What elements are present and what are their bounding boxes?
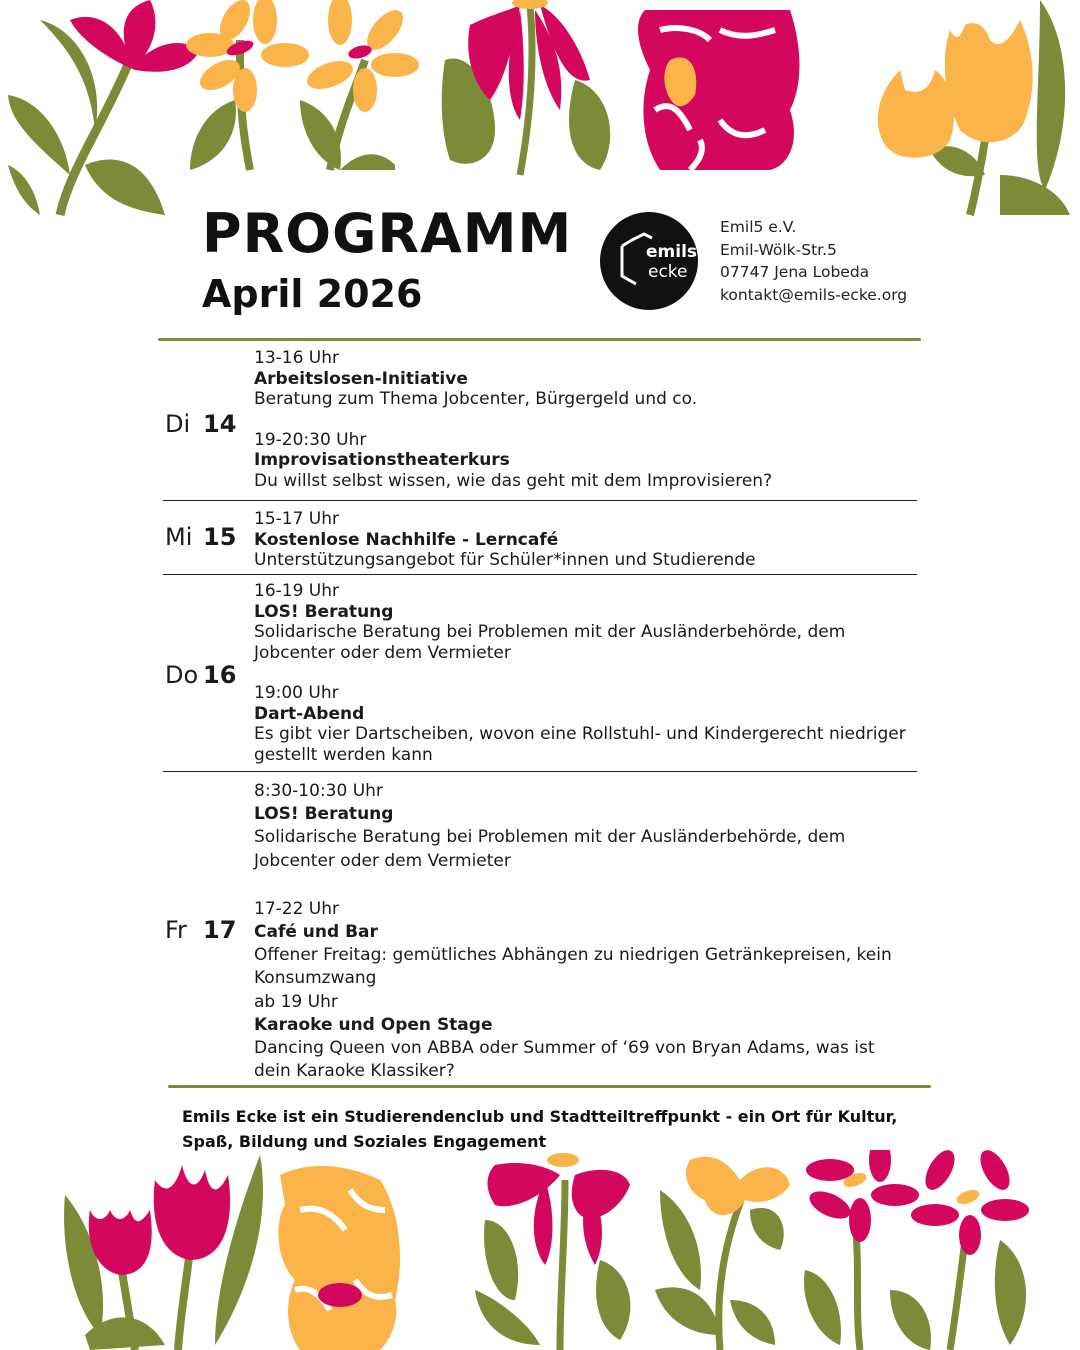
- magenta-daisy-icon: [804, 1150, 1029, 1350]
- magenta-tulip-icon: [64, 1155, 263, 1350]
- event-list: [254, 780, 914, 1083]
- magenta-abstract-flower-icon: [638, 10, 799, 170]
- event-item: [254, 509, 914, 571]
- page-subtitle: April 2026: [202, 272, 423, 316]
- event-description: Beratung zum Thema Jobcenter, Bürgergeld und co.: [254, 389, 698, 409]
- event-item: [254, 991, 914, 1084]
- event-description: Dancing Queen von ABBA oder Summer of ‘69 von Bryan Adams, was ist dein Karaoke Klassiker?: [254, 1038, 875, 1082]
- address-org: Emil5 e.V.: [720, 218, 797, 236]
- logo-text-emils: emils: [646, 242, 698, 262]
- day-label: [165, 916, 236, 944]
- orange-daisy-icon: [186, 0, 419, 170]
- day-label: [165, 523, 236, 551]
- orange-flower-icon: [655, 1157, 790, 1350]
- event-description: Solidarische Beratung bei Problemen mit der Ausländerbehörde, dem Jobcenter oder dem Vermieter: [254, 622, 846, 663]
- day-row-fr: [163, 771, 917, 1082]
- day-name: Do: [165, 661, 199, 689]
- footer-divider: [168, 1085, 931, 1088]
- event-item: [254, 348, 914, 410]
- orange-abstract-flower-icon: [278, 1166, 400, 1350]
- day-date: 15: [203, 523, 237, 551]
- day-date: 16: [203, 661, 237, 689]
- event-description: Unterstützungsangebot für Schüler*innen und Studierende: [254, 550, 756, 570]
- event-item: [254, 581, 914, 663]
- event-name: LOS! Beratung: [254, 804, 394, 825]
- event-name: Café und Bar: [254, 922, 378, 943]
- pink-coneflower-icon: [475, 1153, 630, 1350]
- address-street: Emil-Wölk-Str.5: [720, 240, 837, 259]
- day-date: 17: [203, 916, 237, 944]
- event-list: [254, 509, 914, 571]
- event-time: ab 19 Uhr: [254, 991, 338, 1012]
- logo-text-ecke: ecke: [648, 262, 688, 282]
- pink-coneflower-icon: [442, 0, 610, 175]
- event-list: [254, 348, 914, 491]
- event-name: Arbeitslosen-Initiative: [254, 368, 468, 389]
- event-item: [254, 430, 914, 492]
- day-label: [165, 410, 236, 438]
- event-item: [254, 683, 914, 765]
- event-time: 13-16 Uhr: [254, 348, 340, 368]
- header-divider: [158, 338, 921, 341]
- magenta-flower-icon: [8, 0, 200, 215]
- event-item: [254, 898, 914, 991]
- emils-ecke-logo: [600, 212, 698, 310]
- event-time: 19:00 Uhr: [254, 683, 339, 703]
- event-item: [254, 780, 914, 873]
- footer-text: Emils Ecke ist ein Studierendenclub und Stadtteiltreffpunkt - ein Ort für Kultur, Spaß, Bildung und Soziales Engagement: [182, 1107, 898, 1151]
- day-name: Fr: [165, 916, 187, 944]
- address-email[interactable]: kontakt@emils-ecke.org: [720, 285, 908, 304]
- day-row-di: [163, 344, 917, 500]
- event-name: Kostenlose Nachhilfe - Lerncafé: [254, 529, 559, 550]
- event-time: 15-17 Uhr: [254, 509, 340, 529]
- orange-tulip-icon: [878, 0, 1070, 215]
- event-name: Dart-Abend: [254, 703, 365, 724]
- day-date: 14: [203, 410, 237, 438]
- address-city: 07747 Jena Lobeda: [720, 263, 870, 281]
- event-description: Es gibt vier Dartscheiben, wovon eine Rollstuhl- und Kindergerecht niedriger gestellt werden kann: [254, 724, 906, 765]
- event-time: 19-20:30 Uhr: [254, 429, 367, 450]
- contact-address: [720, 216, 907, 306]
- event-list: [254, 581, 914, 765]
- day-row-mi: [163, 500, 917, 575]
- bottom-flower-decoration: [0, 1150, 1080, 1350]
- day-name: Di: [165, 410, 191, 438]
- event-name: Karaoke und Open Stage: [254, 1014, 493, 1035]
- day-row-do: [163, 574, 917, 772]
- top-flower-decoration: [0, 0, 1080, 220]
- event-description: Solidarische Beratung bei Problemen mit der Ausländerbehörde, dem Jobcenter oder dem Vermieter: [254, 827, 846, 871]
- day-label: [165, 661, 236, 689]
- event-name: Improvisationstheaterkurs: [254, 450, 510, 470]
- event-time: 16-19 Uhr: [254, 581, 340, 601]
- event-description: Du willst selbst wissen, wie das geht mit dem Improvisieren?: [254, 470, 773, 491]
- page-title: PROGRAMM: [202, 202, 573, 265]
- day-name: Mi: [165, 523, 193, 551]
- event-time: 8:30-10:30 Uhr: [254, 781, 383, 801]
- event-description: Offener Freitag: gemütliches Abhängen zu niedrigen Getränkepreisen, kein Konsumzwang: [254, 945, 892, 989]
- event-time: 17-22 Uhr: [254, 898, 340, 919]
- event-name: LOS! Beratung: [254, 601, 394, 622]
